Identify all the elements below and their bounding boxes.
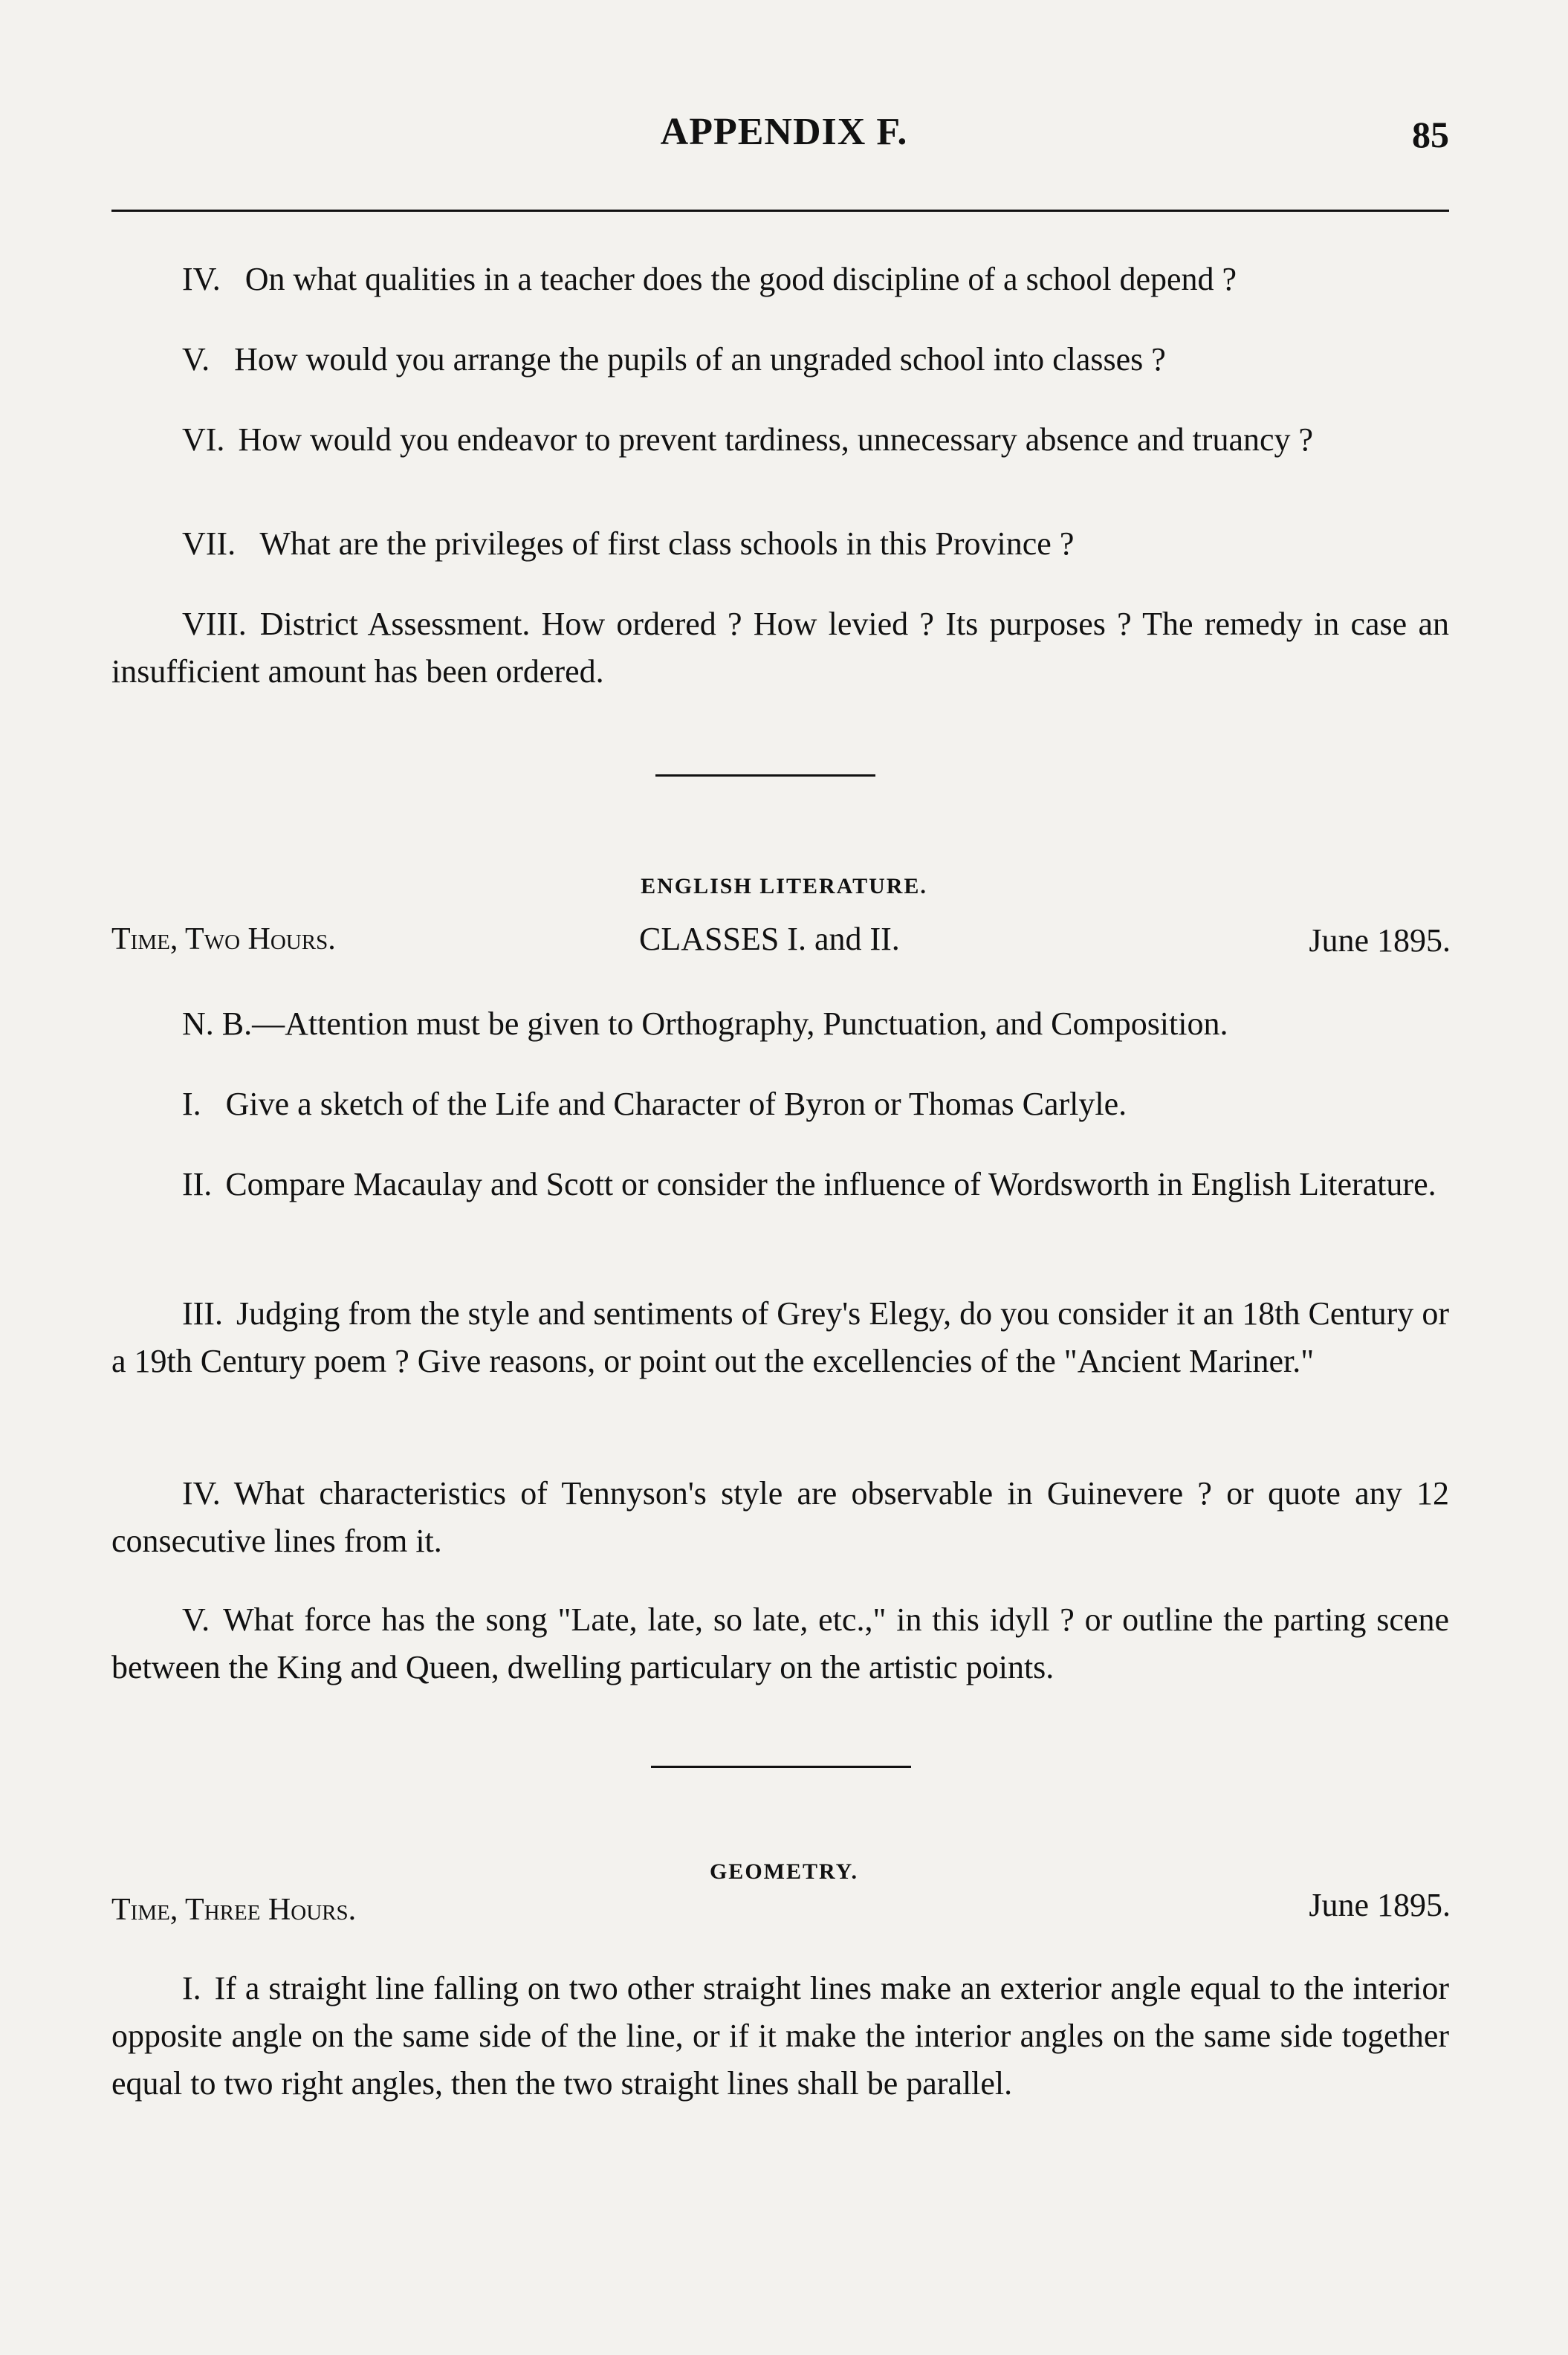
question-iv-english [111,1470,1449,1565]
question-text: What force has the song "Late, late, so late, etc.," in this idyll ? or outline the parting scene between the King and Queen, dwelling particulary on the artistic points. [111,1601,1449,1685]
question-text: What are the privileges of first class schools in this Province ? [259,525,1075,562]
question-iv-school [182,256,1237,303]
running-header-title: APPENDIX F. [660,111,908,153]
section-title-english: ENGLISH LITERATURE. [641,874,927,898]
question-number: II. [182,1166,213,1202]
question-number: VI. [182,421,225,458]
question-number: IV. [182,261,221,297]
question-number: III. [182,1295,223,1332]
classes-label: CLASSES I. and II. [639,921,900,957]
question-text: How would you endeavor to prevent tardiness, unnecessary absence and truancy ? [238,421,1314,458]
question-viii-school [111,600,1449,696]
question-number: V. [182,341,210,378]
section-title-geometry: GEOMETRY. [709,1859,859,1884]
question-number: VIII. [182,606,247,642]
question-ii-english [111,1161,1449,1208]
question-i-english [182,1081,1127,1128]
question-v-english [111,1596,1449,1691]
question-v-school [182,336,1166,383]
question-number: IV. [182,1475,221,1512]
question-text: District Assessment. How ordered ? How levied ? Its purposes ? The remedy in case an insufficient amount has been ordered. [111,606,1449,690]
attention-note: N. B.—Attention must be given to Orthography, Punctuation, and Composition. [182,1005,1228,1042]
question-number: VII. [182,525,236,562]
exam-date-english: June 1895. [1309,922,1451,959]
question-text: How would you arrange the pupils of an ungraded school into classes ? [234,341,1166,378]
question-vii-school [182,520,1074,568]
time-allowed-geometry: Time, Three Hours. [111,1893,357,1927]
question-number: I. [182,1970,201,2006]
question-text: Compare Macaulay and Scott or consider the influence of Wordsworth in English Literature. [225,1166,1436,1202]
question-number: V. [182,1601,210,1638]
question-text: On what qualities in a teacher does the good discipline of a school depend ? [244,261,1237,297]
question-number: I. [182,1086,201,1122]
exam-date-geometry: June 1895. [1309,1887,1451,1923]
question-vi-school [111,416,1449,464]
question-text: Judging from the style and sentiments of Grey's Elegy, do you consider it an 18th Century or a 19th Century poem ? Give reasons, or point out the excellencies of the "Ancient Mariner." [111,1295,1449,1379]
header-rule [111,210,1449,212]
question-text: Give a sketch of the Life and Character of Byron or Thomas Carlyle. [225,1086,1127,1122]
question-iii-english [111,1290,1449,1385]
section-separator [655,774,875,777]
time-allowed-english: Time, Two Hours. [111,922,336,956]
question-text: What characteristics of Tennyson's style are observable in Guinevere ? or quote any 12 consecutive lines from it. [111,1475,1449,1559]
question-i-geometry [111,1965,1449,2108]
page-number: 85 [1412,114,1449,155]
section-separator [651,1766,911,1768]
question-text: If a straight line falling on two other straight lines make an exterior angle equal to the interior opposite angle on the same side of the line, or if it make the interior angles on the same side together equal to two right angles, then the two straight lines shall be parallel. [111,1970,1449,2102]
